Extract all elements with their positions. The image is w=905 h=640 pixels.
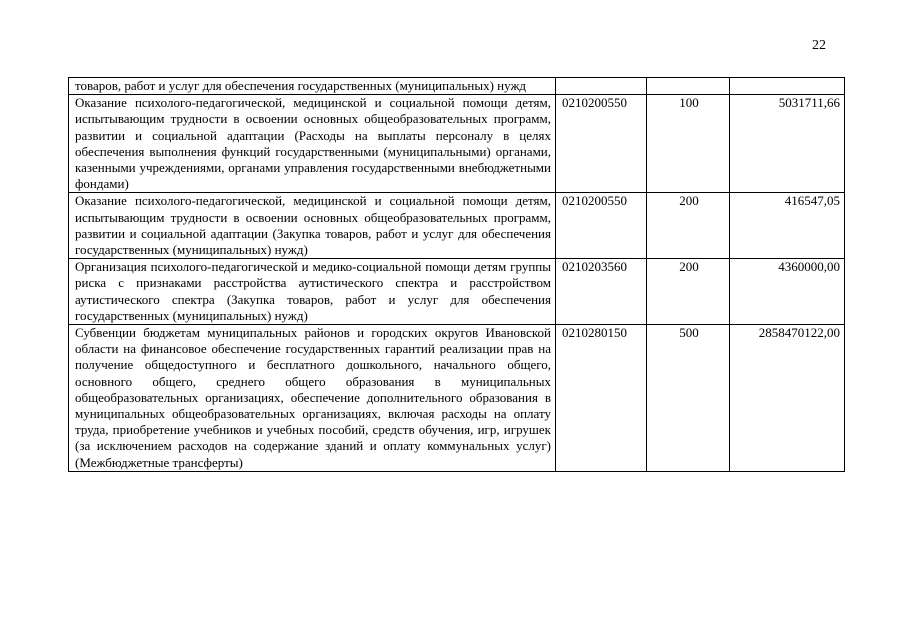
row-target-code: 0210200550 — [556, 193, 647, 259]
row-description: Субвенции бюджетам муниципальных районов и городских округов Ивановской области на финансовое обеспечение государственных гарантий реализации прав на получение общедоступного и бесплатного дошкольного, начального общего, основного общего, среднего общего образования в муниципальных общеобразовательных организациях, обеспечение дополнительного образования в муниципальных общеобразовательных организациях, включая расходы на оплату труда, приобретение учебников и учебных пособий, средств обучения, игр, игрушек (за исключением расходов на содержание зданий и оплату коммунальных услуг) (Межбюджетные трансферты) — [69, 325, 556, 472]
row-description: Организация психолого-педагогической и медико-социальной помощи детям группы риска с признаками расстройства аутистического спектра и расстройством аутистического спектра (Закупка товаров, работ и услуг для обеспечения государственных (муниципальных) нужд) — [69, 259, 556, 325]
row-amount: 5031711,66 — [730, 95, 845, 193]
page-number: 22 — [812, 38, 826, 53]
row-target-code: 0210280150 — [556, 325, 647, 472]
row-target-code — [556, 78, 647, 95]
row-description: Оказание психолого-педагогической, медицинской и социальной помощи детям, испытывающим трудности в освоении основных общеобразовательных программ, развитии и социальной адаптации (Расходы на выплаты персоналу в целях обеспечения выполнения функций государственными (муниципальными) органами, казенными учреждениями, органами управления государственными внебюджетными фондами) — [69, 95, 556, 193]
table-row — [69, 325, 845, 472]
row-expense-type — [647, 78, 730, 95]
table-row — [69, 78, 845, 95]
table-row — [69, 95, 845, 193]
row-description: товаров, работ и услуг для обеспечения государственных (муниципальных) нужд — [69, 78, 556, 95]
row-expense-type: 100 — [647, 95, 730, 193]
row-amount: 4360000,00 — [730, 259, 845, 325]
row-target-code: 0210200550 — [556, 95, 647, 193]
row-description: Оказание психолого-педагогической, медицинской и социальной помощи детям, испытывающим трудности в освоении основных общеобразовательных программ, развитии и социальной адаптации (Закупка товаров, работ и услуг для обеспечения государственных (муниципальных) нужд) — [69, 193, 556, 259]
row-target-code: 0210203560 — [556, 259, 647, 325]
row-expense-type: 200 — [647, 259, 730, 325]
row-expense-type: 200 — [647, 193, 730, 259]
row-amount — [730, 78, 845, 95]
table-row — [69, 193, 845, 259]
row-expense-type: 500 — [647, 325, 730, 472]
row-amount: 2858470122,00 — [730, 325, 845, 472]
row-amount: 416547,05 — [730, 193, 845, 259]
budget-table — [68, 77, 845, 472]
table-row — [69, 259, 845, 325]
